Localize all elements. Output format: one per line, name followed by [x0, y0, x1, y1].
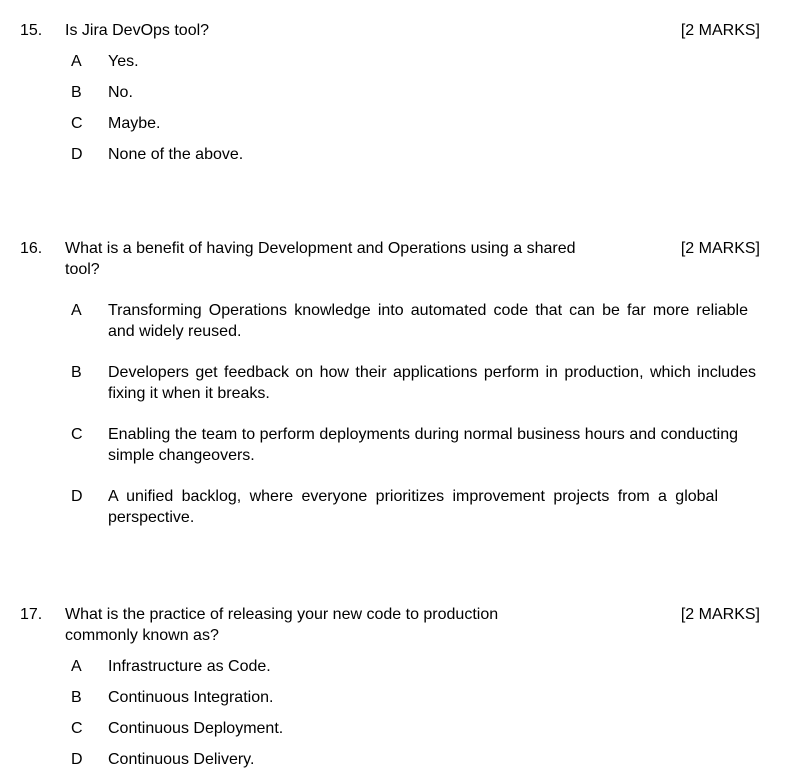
option-text: Yes. — [108, 53, 139, 70]
question-number: 15. — [20, 22, 43, 39]
option-letter: B — [71, 84, 82, 101]
option-text: Maybe. — [108, 115, 161, 132]
marks-label: [2 MARKS] — [680, 22, 760, 39]
marks-label: [2 MARKS] — [680, 240, 760, 257]
option-letter: B — [71, 364, 82, 381]
option-text: Developers get feedback on how their applications perform in production, which includes fixing it when it breaks. — [108, 364, 756, 402]
option-text: Continuous Deployment. — [108, 720, 284, 737]
option-letter: C — [71, 115, 83, 132]
question-text: What is a benefit of having Development and Operations using a shared tool? — [65, 240, 576, 278]
option-letter: C — [71, 720, 83, 737]
option-text: Infrastructure as Code. — [108, 658, 271, 675]
option-text: Continuous Integration. — [108, 689, 274, 706]
question-number: 17. — [20, 606, 43, 623]
option-text: No. — [108, 84, 133, 101]
question-text: What is the practice of releasing your new code to production commonly known as? — [65, 606, 499, 644]
option-letter: C — [71, 426, 83, 443]
question-text: Is Jira DevOps tool? — [65, 22, 210, 39]
option-letter: A — [71, 658, 82, 675]
option-text: None of the above. — [108, 146, 244, 163]
option-letter: D — [71, 751, 83, 768]
option-letter: A — [71, 53, 82, 70]
option-letter: D — [71, 488, 83, 505]
question-number: 16. — [20, 240, 43, 257]
option-letter: D — [71, 146, 83, 163]
option-text: Transforming Operations knowledge into automated code that can be far more reliable and widely reused. — [108, 302, 748, 340]
option-letter: A — [71, 302, 82, 319]
option-text: Continuous Delivery. — [108, 751, 255, 768]
option-text: A unified backlog, where everyone prioritizes improvement projects from a global perspective. — [108, 488, 718, 526]
marks-label: [2 MARKS] — [680, 606, 760, 623]
option-text: Enabling the team to perform deployments during normal business hours and conducting simple changeovers. — [108, 426, 738, 464]
option-letter: B — [71, 689, 82, 706]
